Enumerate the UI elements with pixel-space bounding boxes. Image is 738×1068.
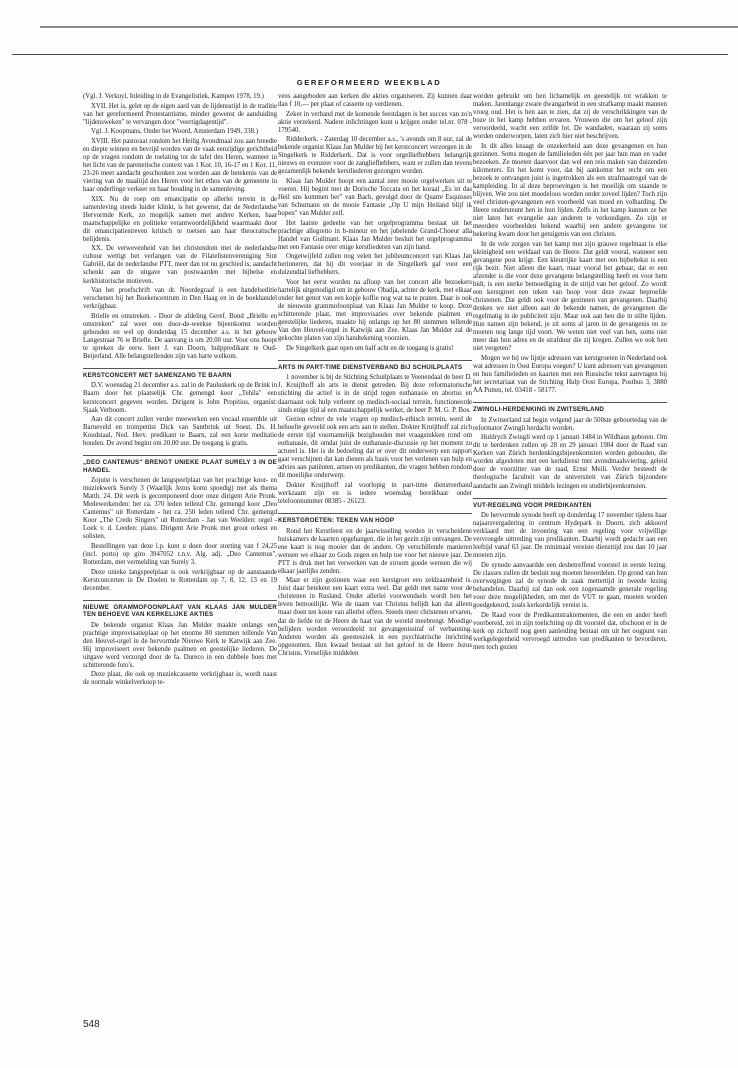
paragraph: Maar er zijn gezinnen waar een kerstgroet een zeldzaamheid is. Juist daar betekent een kaart extra veel. Dat geldt met name voor de christenen in Rusland. Onder allerlei voorwendsels wordt hen het leven bemoeilijkt. Wie de naam van Christus belijdt kan dat alleen maar doen ten koste van allerlei offers. Steeds meer christenen ervaren, dat de liefde tot de Heere de haat van de wereld meebrengt. Moedige belijders worden veroordeeld tot gevangenisstraf of verbanning. Anderen worden als geestesziek in een psychiatrische inrichting opgenomen. Hun kwaad bestaat uit het geloof in de Heere Jezus Christus. Vreselijke middelen (278, 577, 472, 657)
paragraph: worden gebruikt om hen lichamelijk en geestelijk tot wrakken te maken. Jarenlange zware dwangarbeid in een strafkamp maakt mannen vroeg oud. Het is hen aan te zien, dat zij de verschrikkingen van de boze in het kamp hebben ervaren. Vrouwen die om het geloof zijn veroordeeld, wacht een zelfde lot. De wandaden, waaraan zij soms worden onderworpen, laten zich hier niet beschrijven. (473, 93, 667, 141)
paragraph: Klaas Jan Mulder hoopt een aantal zeer mooie orgelwerken uit te voeren. Hij begint met de Dorische Toccata en het koraal „Es ist das Heil uns kommen her" van Bach, gevolgd door de Quatre Esquisses van Schumann en de mooie Fantasie „Op U mijn Heiland blijf ik hopen" van Mulder zelf. (278, 177, 472, 218)
paragraph: De Raad voor de Predikantstraktementen, die een en ander heeft voorbereid, zei in zijn toelichting op dit voorstel dat, ofschoon er in de kerk op zichzelf nog geen aanleiding bestaat om uit het oogpunt van werkgelegenheid vervroegd uittreden van predikanten te bevorderen, men toch gezien (473, 611, 667, 651)
paragraph: De Singelkerk gaat open om half acht en de toegang is gratis! (286, 344, 454, 352)
paragraph: Rond het Kerstfeest en de jaarwisseling worden in verscheidene huiskamers de kaarten opgehangen, die in het gezin zijn ontvangen. De ene kaart is nog mooier dan de andere. Op verschillende manieren wensen we elkaar zo Gods zegen en hulp toe voor het nieuwe jaar. De PTT is druk met het verwerken van de stroom goede wensen die wij elkaar jaarlijks zenden. (278, 527, 472, 575)
paragraph: In dit alles knaagt de onzekerheid aan deze gevangenen en hun gezinnen. Soms mogen de familieleden één per jaar hun man en vader bezoeken. Ze moeten daarvoor dan wel een reis maken van duizenden kilometers. En het komt voor, dat bij aankomst het recht om een bezoek te ontvangen juist is ingetrokken als een strafmaatregel van de kampleiding. In al deze beproevingen is het moeilijk om staande te blijven. Wie zou niet moedeloos worden onder zoveel lijden? Toch zijn veel christen-gevangenen een voorbeeld van moed en volharding. De Heere ondersteunt hen in hun lijden. Zelfs in het kamp kunnen ze het niet laten het evangelie aan anderen te verkondigen. Zo zijn er meerdere voorbeelden bekend waarbij een andere gevangene tot bekering kwam door het getuigenis van een christen. (473, 142, 667, 239)
paragraph: Mogen we bij uw lijstje adressen van kerstgroeten in Nederland ook wat adressen in Oost Europa voegen? U kunt adressen van gevangenen en hun familieleden en kaarten met een Russische tekst aanvragen bij het secretariaat van de Stichting Hulp Oost Europa, Postbus 3, 3880 AA Putten, tel. 03418 - 58177. (473, 355, 667, 395)
paragraph: Deze unieke langspeelplaat is ook verkrijgbaar op de aanstaande Kerstconcerten in De Doelen te Rotterdam op 7, 8, 12, 13 en 19 december. (83, 568, 277, 592)
paragraph: Zeker in verband met de komende feestdagen is het succes van zo'n aktie verzekerd. Nadere inlichtingen kunt u krijgen onder tel.nr. 078 - 179540. (278, 110, 472, 134)
paragraph: Van het proefschrift van dr. Noordegraaf is een handelseditie verschenen bij het Boekencentrum in Den Haag en in de boekhandel verkrijgbaar. (83, 287, 277, 311)
paragraph: De hervormde synode heeft op donderdag 17 november tijdens haar najaarsvergadering in centrum Hydepark in Doorn, zich akkoord verklaard met de invoering van een regeling voor vrijwillige vervroegde uittreding van predikanten. Daarbij wordt gedacht aan een leeftijd vanaf 63 jaar. De minimaal vereiste diensttijd zou dan 10 jaar moeten zijn. (473, 511, 667, 560)
paragraph: In Zwitserland zal begin volgend jaar de 500ste geboortedag van de reformator Zwingli herdacht worden. (473, 416, 667, 432)
paragraph: De synode aanvaardde een desbetreffend voorstel in eerste lezing. De classes zullen dit besluit nog moeten beoordelen. Op grond van hun overwegingen zal de synode de zaak mettertijd in tweede lezing behandelen. Daarbij zal dan ook een zogenaamde generale regeling voor deze mogelijkheden, om met de VUT te gaan, moeten worden goedgekeurd, zoals kerkordelijk vereist is. (473, 561, 667, 609)
paragraph: Ridderkerk. - Zaterdag 10 december a.s., 's avonds om 8 uur, zal de bekende organist Klaas Jan Mulder bij het kerstconcert verzorgen in de Singelkerk te Ridderkerk. Dat is voor orgelliefhebbers belangrijk nieuws en evenzeer voor de zangliefhebbers, want er zullen dan tevens gezamenlijk bekende kerstliederen gezongen worden. (278, 136, 472, 176)
paragraph: XVII. Het is, gelet op de eigen aard van de lijdensstijd in de traditie van het gereformeerd Protestantisme, minder gewenst de aanduiding "lijdensweken" te vervangen door "veertigdagentijd". (83, 102, 277, 126)
paragraph: In de vele zorgen van het kamp met zijn grauwe regelmaat is elke kleinigheid een weldaad van de Heere. Dat geldt vooral, wanneer een gevangene post krijgt. Een kleurrijke kaart met een bijbeltekst is een rijk bezit. Niet alleen die kaart, maar vooral het gebaar, dat er een afzender is die voor deze gevangene belangstelling heeft en voor hem bidt, is een sterke bemoediging in de strijd van het geloof. Zo wordt een kerstgroet een teken van hoop voor deze zwaar beproefde christenen. Dat geldt ook voor de gezinnen van gevangenen. Daarbij denken we niet alleen aan de bekende namen, de gevangenen die regelmatig in de publiciteit zijn. Maar ook aan hen die in stilte lijden. Hun namen zijn bekend, je zit soms al jaren in de gevangenis en ze moeten nog lange tijd voort. We weten niet veel van hen, soms niet meer dan hun adres en de strafduur die zij kregen. Zullen we ook hen niet vergeten? (473, 240, 667, 353)
paragraph: Aan dit concert zullen verder meewerken een vocaal ensemble uit Barneveld en trompettist Dick van Santbrink uit Soest. Ds. H. Koudstaal, Ned. Herv. predikant te Baarn, zal een korte meditatie houden. De avond begint om 20.00 uur. De toegang is gratis. (83, 416, 277, 448)
paragraph: Het laatste gedeelte van het orgelprogramma bestaat uit het prachtige allegretto in b-mineur en het jubelende Grand-Choeur alla Handel van Guilmant. Klaas Jan Mulder besluit het orgelprogramma met een Fantasie over enige kerstliederen van zijn hand. (278, 219, 472, 251)
page-number: 548 (83, 1019, 100, 1030)
paragraph: Voor het eerst worden na afloop van het concert alle bezoekers hartelijk uitgenodigd om in gebouw Obadja, achter de kerk, met elkaar onder het genot van een kopje koffie nog wat na te praten. Daar is ook de nieuwste grammofoonplaat van Klaas Jan Mulder te koop. Deze schitterende plaat, met improvisaties over bekende psalmen en geestelijke liederen, maakte hij onlangs op het 80 stemmen tellende Van den Heuvel-orgel in Katwijk aan Zee. Klaas Jan Mulder zal de gekochte platen van zijn handtekening voorzien. (278, 279, 472, 343)
article-heading: KERSTCONCERT MET SAMENZANG TE BAARN (83, 368, 277, 379)
paragraph: Gezien echter de vele vragen op medisch-ethisch terrein, werd de behoefte gevoeld ook een arts aan te stellen. Dokter Kruijthoff zal zich de eerste tijd voornamelijk bezighouden met vraagstukken rond om euthanasie, dit omdat juist de euthanasie-discussie op het moment zo actueel is. Het is de bedoeling dat er over dit onderwerp een rapport gaat verschijnen dat kan dienen als basis voor het verlenen van hulp en advies aan patiënten, artsen en predikanten, die vragen hebben rondom dit moeilijke onderwerp. (278, 416, 472, 480)
paragraph: XX. De verwevenheid van het christendom met de nederlandse cultuur wettigt het verlangen van de Filatelistenvereniging Sint Gabriël, dat de nederlandse PTT, meer dan tot nu geschied is, aandacht schenkt aan de uitgave van postwaarden met bijbelse en kerkhistorische motieven. (83, 245, 277, 285)
article-heading: ZWINGLI-HERDENKING IN ZWITSERLAND (473, 402, 667, 413)
article-heading: ARTS IN PART-TIME DIENSTVERBAND BIJ SCHUILPLAATS (278, 360, 472, 371)
column-right (473, 93, 667, 653)
paragraph: D.V. woensdag 21 december a.s. zal in de Pauluskerk op de Brink in Baarn door het plaatselijk Chr. gemengd koor „Tehila" een kerstconcert gegeven worden. Dirigent is John Propitius, organist: Sjaak Verboom. (83, 382, 277, 414)
column-middle (278, 93, 472, 659)
header-rule (12, 54, 728, 55)
paragraph: Vgl. J. Koopmans, Onder het Woord, Amsterdam 1949, 338.) (91, 128, 258, 136)
paragraph: Brielle en omstreken. - Door de afdeling Geref. Bond „Brielle en omstreken" zal weer een door-de-weekse bijeenkomst worden gehouden en wel op donderdag 15 december a.s. in het gebouw Langestraat 76 te Brielle. De aanvang is om 20.00 uur. Voor ons hoopt te spreken de eerw. heer J. van Doorn, hulppredikant te Oud-Beijerland. Alle belangstellenden zijn van harte welkom. (83, 312, 277, 360)
paragraph: XIX. Nu de roep om emancipatie op allerlei terrein in de samenleving steeds luider klinkt, is het gewenst, dat de Nederlandse Hervormde Kerk, zo mogelijk samen met andere Kerken, haar maatschappelijke en politieke verantwoordelijkheid waarmaakt door dit emancipatiestreven kritisch te toetsen aan haar theocratische belijdenis. (83, 195, 277, 243)
paragraph: 1 november is bij de Stichting Schuilplaats te Veenendaal de heer D. J. Kruijthoff als arts in dienst getreden. Bij deze reformatorische stichting die actief is in de strijd tegen euthanasie en abortus en daarnaast ook hulp verleent op medisch-sociaal terrein, functioneerde sinds enige tijd al een maatschappelijk werker, de heer P. M. G. P. Bos. (278, 374, 472, 414)
paragraph: Deze plaat, die ook op muziekcassette verkrijgbaar is, wordt naast de normale winkelverkoop te- (83, 671, 277, 687)
paragraph: Ongetwijfeld zullen nog velen het jubileumconcert van Klaas Jan herinneren, dat hij dit voorjaar in de Singelkerk gaf voor een duizendtal liefhebbers. (278, 253, 472, 277)
paragraph: (Vgl. J. Verkuyl, Inleiding in de Evangelistiek, Kampen 1978, 19.) (83, 93, 264, 100)
paragraph: Zojuist is verschenen de langspeelplaat van het prachtige koor- en muziekwerk Surely 3 (Waarlijk Jezus komt spoedig) met als thema Matth. 24. Dit werk is gecomponeerd door onze dirigent Arie Pronk. Medewerkenden: het ca. 370 leden tellend Chr. gemengd koor „Deo Cantemus" uit Rotterdam - het ca. 250 leden tellend Chr. gemengd Koor „The Credo Singers" uit Rotterdam - Jan van Weelden: orgel - Loek v. d. Leeden: piano. Dirigent Arie Pronk met groot orkest en solisten. (83, 477, 277, 541)
paragraph: Bestellingen van deze l.p. kunt u doen door storting van f 24,25 (incl. porto) op giro 3947052 t.n.v. Alg. adj. „Deo Cantemus", Rotterdam, met vermelding van Surely 3. (83, 542, 277, 567)
paragraph: Huldrych Zwingli werd op 1 januari 1484 in Wildhaus geboren. Om dit te herdenken zullen op 28 en 29 januari 1984 door de Raad van Kerken van Zürich herdenkingsbijeenkomsten worden gehouden, die worden afgesloten met een kerkdienst met avondmaalsviering, geleid door de voorzitter van de raad, Ernst Meili. Verder besteedt de theologische faculteit van de universiteit van Zürich bijzondere aandacht aan Zwingli middels lezingen en studiebijeenkomsten. (473, 434, 667, 490)
paragraph: Dokter Kruijthoff zal voorlopig in part-time dienstverband werkzaam zijn en is iedere woensdag bereikbaar onder telefoonnummer 08385 - 26123. (278, 481, 472, 506)
column-left (83, 93, 277, 689)
paragraph: De bekende organist Klaas Jan Mulder maakte onlangs een prachtige improvisatieplaat op het enorme 80 stemmen tellende Van den Heuvel-orgel in de hervormde Nieuwe Kerk te Katwijk aan Zee. Hij improviseert over bekende psalmen en geestelijke liederen. De uitgave werd verzorgd door de fa. Dureco in een dubbele hoes met schitterende foto's. (83, 621, 277, 669)
article-heading: VUT-REGELING VOOR PREDIKANTEN (473, 498, 667, 509)
page-header-title: GEREFORMEERD WEEKBLAD (296, 78, 442, 87)
article-heading: „DEO CANTEMUS" BRENGT UNIEKE PLAAT SURELY 3 IN DE HANDEL (83, 455, 277, 474)
paragraph: XVIII. Het pastoraat rondom het Heilig Avondmaal zou aan breedte en diepte winnen en bevrijd worden van de vaak eenzijdige gerichtheid op de vragen rondom de toelating tot de tafel des Heren, wanneer in het licht van de parenetische context van 1 Kor. 10, 16-17 en 1 Kor. 11, 23-26 meer aandacht geschonken zou worden aan de betekenis van de viering van de maaltijd des Heren voor het ethos van de gemeente in haar onderlinge verkeer en haar houding in de samenleving. (83, 137, 277, 194)
paragraph: vens aangeboden aan kerken die akties organiseren. Zij kunnen daar dan f 10,— per plaat of cassette op verdienen. (278, 93, 472, 109)
article-heading: KERSTGROETEN: TEKEN VAN HOOP (278, 513, 472, 524)
scan-edge-line (40, 26, 738, 28)
article-heading: NIEUWE GRAMMOFOONPLAAT VAN KLAAS JAN MULDER TEN BEHOEVE VAN KERKELIJKE AKTIES (83, 600, 277, 619)
